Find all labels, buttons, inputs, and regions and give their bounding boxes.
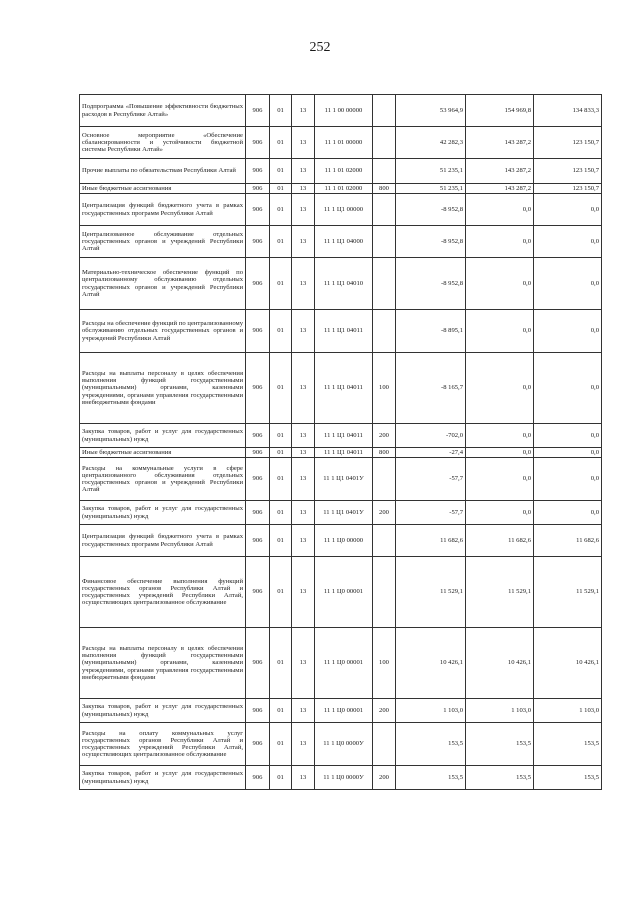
row-amount-2: 1 103,0 bbox=[466, 699, 534, 723]
row-target-code: 11 1 Ц0 00001 bbox=[315, 628, 373, 699]
row-section: 01 bbox=[270, 723, 292, 766]
row-expense-type: 200 bbox=[373, 699, 396, 723]
row-amount-3: 0,0 bbox=[534, 258, 602, 310]
row-target-code: 11 1 00 00000 bbox=[315, 95, 373, 127]
row-expense-type bbox=[373, 310, 396, 353]
row-name: Основное мероприятие «Обеспечение сбалансированности и устойчивости бюджетной системы Республики Алтай» bbox=[80, 127, 246, 159]
row-name: Прочие выплаты по обязательствам Республики Алтай bbox=[80, 159, 246, 184]
row-grbs: 906 bbox=[246, 525, 270, 557]
row-amount-3: 123 150,7 bbox=[534, 127, 602, 159]
row-amount-2: 0,0 bbox=[466, 353, 534, 424]
table-row bbox=[80, 525, 602, 557]
table-row bbox=[80, 184, 602, 194]
row-target-code: 11 1 Ц1 04011 bbox=[315, 310, 373, 353]
row-target-code: 11 1 Ц0 0000У bbox=[315, 766, 373, 790]
row-subsection: 13 bbox=[292, 353, 315, 424]
row-expense-type bbox=[373, 194, 396, 226]
row-name: Централизованное обслуживание отдельных государственных органов и учреждений Республики Алтай bbox=[80, 226, 246, 258]
row-amount-3: 11 529,1 bbox=[534, 557, 602, 628]
row-grbs: 906 bbox=[246, 127, 270, 159]
row-amount-2: 0,0 bbox=[466, 424, 534, 448]
row-grbs: 906 bbox=[246, 194, 270, 226]
row-amount-3: 134 833,3 bbox=[534, 95, 602, 127]
row-name: Централизация функций бюджетного учета в рамках государственных программ Республики Алтай bbox=[80, 525, 246, 557]
table-row bbox=[80, 723, 602, 766]
table-row bbox=[80, 424, 602, 448]
row-amount-2: 143 287,2 bbox=[466, 184, 534, 194]
row-expense-type bbox=[373, 525, 396, 557]
table-row bbox=[80, 458, 602, 501]
table-row bbox=[80, 194, 602, 226]
row-target-code: 11 1 01 02000 bbox=[315, 184, 373, 194]
row-target-code: 11 1 Ц1 04011 bbox=[315, 424, 373, 448]
row-subsection: 13 bbox=[292, 159, 315, 184]
row-subsection: 13 bbox=[292, 766, 315, 790]
row-grbs: 906 bbox=[246, 628, 270, 699]
row-section: 01 bbox=[270, 501, 292, 525]
row-target-code: 11 1 Ц1 04011 bbox=[315, 353, 373, 424]
table-row bbox=[80, 310, 602, 353]
row-subsection: 13 bbox=[292, 699, 315, 723]
row-name: Расходы на оплату коммунальных услуг государственных органов Республики Алтай и государственных учреждений Республики Алтай, осуществляющих централизованное обслуживание bbox=[80, 723, 246, 766]
row-expense-type bbox=[373, 159, 396, 184]
row-target-code: 11 1 Ц1 0401У bbox=[315, 458, 373, 501]
row-target-code: 11 1 Ц1 04010 bbox=[315, 258, 373, 310]
row-subsection: 13 bbox=[292, 448, 315, 458]
row-amount-3: 1 103,0 bbox=[534, 699, 602, 723]
row-grbs: 906 bbox=[246, 95, 270, 127]
page-number: 252 bbox=[309, 40, 331, 55]
row-amount-1: 153,5 bbox=[396, 723, 466, 766]
row-name: Иные бюджетные ассигнования bbox=[80, 448, 246, 458]
row-amount-2: 0,0 bbox=[466, 501, 534, 525]
row-amount-3: 0,0 bbox=[534, 448, 602, 458]
row-target-code: 11 1 Ц1 04000 bbox=[315, 226, 373, 258]
table-row bbox=[80, 557, 602, 628]
row-expense-type bbox=[373, 127, 396, 159]
row-subsection: 13 bbox=[292, 525, 315, 557]
row-subsection: 13 bbox=[292, 226, 315, 258]
row-target-code: 11 1 01 00000 bbox=[315, 127, 373, 159]
row-expense-type bbox=[373, 723, 396, 766]
row-section: 01 bbox=[270, 127, 292, 159]
row-amount-1: 51 235,1 bbox=[396, 184, 466, 194]
row-section: 01 bbox=[270, 226, 292, 258]
row-section: 01 bbox=[270, 424, 292, 448]
row-subsection: 13 bbox=[292, 501, 315, 525]
row-amount-2: 153,5 bbox=[466, 766, 534, 790]
row-amount-1: 11 682,6 bbox=[396, 525, 466, 557]
row-grbs: 906 bbox=[246, 458, 270, 501]
row-amount-1: -8 952,8 bbox=[396, 194, 466, 226]
row-amount-3: 11 682,6 bbox=[534, 525, 602, 557]
row-target-code: 11 1 Ц1 00000 bbox=[315, 194, 373, 226]
row-amount-3: 0,0 bbox=[534, 424, 602, 448]
row-expense-type bbox=[373, 258, 396, 310]
row-grbs: 906 bbox=[246, 184, 270, 194]
row-expense-type bbox=[373, 458, 396, 501]
row-subsection: 13 bbox=[292, 184, 315, 194]
row-amount-1: 11 529,1 bbox=[396, 557, 466, 628]
row-target-code: 11 1 01 02000 bbox=[315, 159, 373, 184]
table-row bbox=[80, 226, 602, 258]
row-section: 01 bbox=[270, 525, 292, 557]
row-grbs: 906 bbox=[246, 424, 270, 448]
row-section: 01 bbox=[270, 458, 292, 501]
row-amount-3: 0,0 bbox=[534, 458, 602, 501]
table-row bbox=[80, 501, 602, 525]
row-amount-1: -57,7 bbox=[396, 501, 466, 525]
row-grbs: 906 bbox=[246, 723, 270, 766]
row-name: Закупка товаров, работ и услуг для государственных (муниципальных) нужд bbox=[80, 766, 246, 790]
row-name: Финансовое обеспечение выполнения функций государственных органов Республики Алтай и государственных учреждений Республики Алтай, осуществляющих централизованное обслуживание bbox=[80, 557, 246, 628]
row-target-code: 11 1 Ц0 0000У bbox=[315, 723, 373, 766]
row-grbs: 906 bbox=[246, 557, 270, 628]
row-expense-type: 800 bbox=[373, 184, 396, 194]
row-expense-type: 200 bbox=[373, 766, 396, 790]
budget-table bbox=[79, 94, 602, 790]
row-target-code: 11 1 Ц0 00001 bbox=[315, 557, 373, 628]
row-name: Закупка товаров, работ и услуг для государственных (муниципальных) нужд bbox=[80, 699, 246, 723]
row-section: 01 bbox=[270, 310, 292, 353]
row-name: Расходы на обеспечение функций по централизованному обслуживанию отдельных государственных органов и учреждений Республики Алтай bbox=[80, 310, 246, 353]
row-amount-3: 123 150,7 bbox=[534, 184, 602, 194]
row-amount-1: 153,5 bbox=[396, 766, 466, 790]
row-amount-2: 0,0 bbox=[466, 310, 534, 353]
row-amount-2: 0,0 bbox=[466, 448, 534, 458]
row-grbs: 906 bbox=[246, 766, 270, 790]
table-row bbox=[80, 766, 602, 790]
row-name: Закупка товаров, работ и услуг для государственных (муниципальных) нужд bbox=[80, 424, 246, 448]
row-amount-1: -27,4 bbox=[396, 448, 466, 458]
row-section: 01 bbox=[270, 766, 292, 790]
row-amount-1: -8 895,1 bbox=[396, 310, 466, 353]
row-amount-3: 10 426,1 bbox=[534, 628, 602, 699]
row-amount-2: 153,5 bbox=[466, 723, 534, 766]
row-amount-2: 10 426,1 bbox=[466, 628, 534, 699]
table-row bbox=[80, 159, 602, 184]
row-amount-1: -57,7 bbox=[396, 458, 466, 501]
row-expense-type bbox=[373, 95, 396, 127]
row-name: Подпрограмма «Повышение эффективности бюджетных расходов в Республике Алтай» bbox=[80, 95, 246, 127]
row-grbs: 906 bbox=[246, 159, 270, 184]
row-name: Расходы на выплаты персоналу в целях обеспечения выполнения функций государственными (муниципальными) органами, казенными учреждениями, органами управления государственными внебюджетными фондами bbox=[80, 628, 246, 699]
row-amount-3: 0,0 bbox=[534, 194, 602, 226]
row-grbs: 906 bbox=[246, 226, 270, 258]
row-section: 01 bbox=[270, 448, 292, 458]
table-row bbox=[80, 628, 602, 699]
row-amount-2: 143 287,2 bbox=[466, 127, 534, 159]
row-amount-2: 11 682,6 bbox=[466, 525, 534, 557]
row-subsection: 13 bbox=[292, 557, 315, 628]
row-target-code: 11 1 Ц0 00000 bbox=[315, 525, 373, 557]
row-expense-type: 200 bbox=[373, 501, 396, 525]
row-subsection: 13 bbox=[292, 194, 315, 226]
row-amount-1: 53 964,9 bbox=[396, 95, 466, 127]
table-row bbox=[80, 448, 602, 458]
row-amount-1: 42 282,3 bbox=[396, 127, 466, 159]
row-grbs: 906 bbox=[246, 258, 270, 310]
table-row bbox=[80, 127, 602, 159]
row-amount-1: -8 952,8 bbox=[396, 258, 466, 310]
row-name: Закупка товаров, работ и услуг для государственных (муниципальных) нужд bbox=[80, 501, 246, 525]
table-row bbox=[80, 95, 602, 127]
row-section: 01 bbox=[270, 628, 292, 699]
row-grbs: 906 bbox=[246, 310, 270, 353]
row-subsection: 13 bbox=[292, 458, 315, 501]
row-amount-3: 0,0 bbox=[534, 226, 602, 258]
row-section: 01 bbox=[270, 184, 292, 194]
row-amount-3: 153,5 bbox=[534, 723, 602, 766]
row-grbs: 906 bbox=[246, 699, 270, 723]
row-subsection: 13 bbox=[292, 628, 315, 699]
row-amount-3: 153,5 bbox=[534, 766, 602, 790]
row-section: 01 bbox=[270, 353, 292, 424]
row-section: 01 bbox=[270, 699, 292, 723]
row-amount-2: 0,0 bbox=[466, 194, 534, 226]
row-section: 01 bbox=[270, 258, 292, 310]
row-amount-2: 0,0 bbox=[466, 258, 534, 310]
row-target-code: 11 1 Ц0 00001 bbox=[315, 699, 373, 723]
row-grbs: 906 bbox=[246, 448, 270, 458]
row-expense-type: 200 bbox=[373, 424, 396, 448]
row-amount-1: -8 165,7 bbox=[396, 353, 466, 424]
row-target-code: 11 1 Ц1 0401У bbox=[315, 501, 373, 525]
row-amount-3: 123 150,7 bbox=[534, 159, 602, 184]
row-amount-3: 0,0 bbox=[534, 501, 602, 525]
row-amount-2: 11 529,1 bbox=[466, 557, 534, 628]
row-section: 01 bbox=[270, 557, 292, 628]
row-amount-3: 0,0 bbox=[534, 310, 602, 353]
table-row bbox=[80, 258, 602, 310]
row-amount-1: -702,0 bbox=[396, 424, 466, 448]
row-name: Расходы на выплаты персоналу в целях обеспечения выполнения функций государственными (муниципальными) органами, казенными учреждениями, органами управления государственными внебюджетными фондами bbox=[80, 353, 246, 424]
row-expense-type: 100 bbox=[373, 628, 396, 699]
row-amount-2: 0,0 bbox=[466, 458, 534, 501]
row-subsection: 13 bbox=[292, 424, 315, 448]
row-amount-1: 1 103,0 bbox=[396, 699, 466, 723]
row-name: Централизация функций бюджетного учета в рамках государственных программ Республики Алтай bbox=[80, 194, 246, 226]
row-amount-2: 154 969,8 bbox=[466, 95, 534, 127]
row-target-code: 11 1 Ц1 04011 bbox=[315, 448, 373, 458]
row-name: Материально-техническое обеспечение функций по централизованному обслуживанию отдельных государственных органов и учреждений Республики Алтай bbox=[80, 258, 246, 310]
row-subsection: 13 bbox=[292, 95, 315, 127]
row-subsection: 13 bbox=[292, 723, 315, 766]
row-amount-2: 0,0 bbox=[466, 226, 534, 258]
row-name: Расходы на коммунальные услуги в сфере централизованного обслуживания отдельных государственных органов и учреждений Республики Алтай bbox=[80, 458, 246, 501]
row-expense-type: 800 bbox=[373, 448, 396, 458]
row-expense-type bbox=[373, 557, 396, 628]
table-row bbox=[80, 699, 602, 723]
row-amount-1: 10 426,1 bbox=[396, 628, 466, 699]
row-expense-type: 100 bbox=[373, 353, 396, 424]
row-subsection: 13 bbox=[292, 310, 315, 353]
row-section: 01 bbox=[270, 194, 292, 226]
row-subsection: 13 bbox=[292, 258, 315, 310]
row-amount-2: 143 287,2 bbox=[466, 159, 534, 184]
row-subsection: 13 bbox=[292, 127, 315, 159]
row-amount-1: 51 235,1 bbox=[396, 159, 466, 184]
row-section: 01 bbox=[270, 159, 292, 184]
table-row bbox=[80, 353, 602, 424]
row-amount-3: 0,0 bbox=[534, 353, 602, 424]
row-grbs: 906 bbox=[246, 501, 270, 525]
row-name: Иные бюджетные ассигнования bbox=[80, 184, 246, 194]
row-section: 01 bbox=[270, 95, 292, 127]
row-expense-type bbox=[373, 226, 396, 258]
row-amount-1: -8 952,8 bbox=[396, 226, 466, 258]
row-grbs: 906 bbox=[246, 353, 270, 424]
